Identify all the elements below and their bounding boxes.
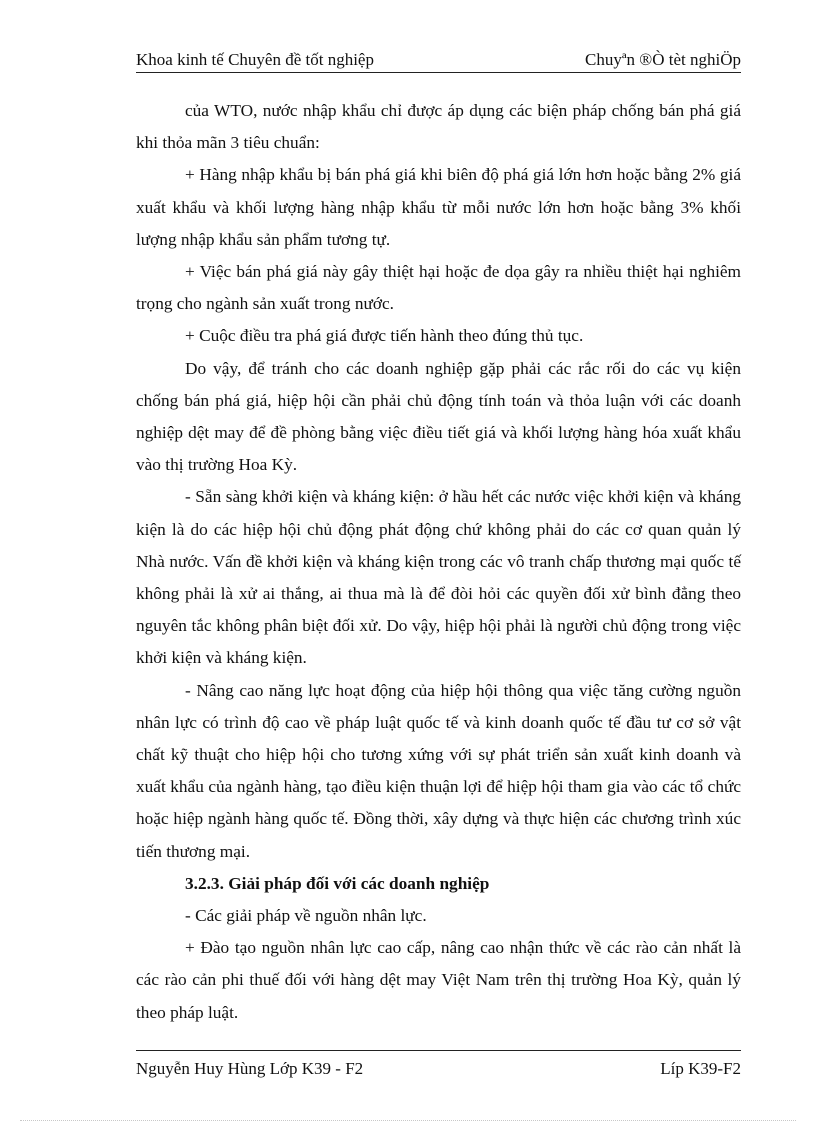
page-header bbox=[136, 50, 741, 73]
paragraph-training: + Đào tạo nguồn nhân lực cao cấp, nâng cao nhận thức về các rào cản nhất là các rào cản phi thuế đối với hàng dệt may Việt Nam trên thị trường Hoa Kỳ, quản lý theo pháp luật. bbox=[136, 938, 741, 1022]
paragraph-human-resources: - Các giải pháp về nguồn nhân lực. bbox=[185, 906, 427, 926]
page-footer bbox=[136, 1050, 741, 1078]
document-body bbox=[136, 95, 741, 1029]
footer-left-text: Nguyễn Huy Hùng Lớp K39 - F2 bbox=[136, 1059, 364, 1078]
paragraph-dumping-margin: + Hàng nhập khẩu bị bán phá giá khi biên độ phá giá lớn hơn hoặc bằng 2% giá xuất khẩu và khối lượng hàng nhập khẩu từ mỗi nước lớn hơn hoặc bằng 3% khối lượng nhập khẩu sản phẩm tương tự. bbox=[136, 165, 741, 249]
footer-right-text: Líp K39-F2 bbox=[660, 1059, 741, 1078]
header-right-text: Chuyªn ®Ò tèt nghiÖp bbox=[585, 50, 741, 69]
page-edge-divider bbox=[20, 1120, 796, 1121]
header-left-text: Khoa kinh tế Chuyên đề tốt nghiệp bbox=[136, 50, 374, 69]
paragraph-avoid-lawsuits: Do vậy, để tránh cho các doanh nghiệp gặp phải các rắc rối do các vụ kiện chống bán phá giá, hiệp hội cần phải chủ động tính toán và thỏa luận với các doanh nghiệp dệt may để đề phòng bằng việc điều tiết giá và khối lượng hàng hóa xuất khẩu vào thị trường Hoa Kỳ. bbox=[136, 358, 741, 475]
paragraph-investigation: + Cuộc điều tra phá giá được tiến hành theo đúng thủ tục. bbox=[185, 326, 584, 346]
paragraph-litigation-readiness: - Sẵn sàng khởi kiện và kháng kiện: ở hầu hết các nước việc khởi kiện và kháng kiện là do các hiệp hội chủ động phát động chứ không phải do các cơ quan quản lý Nhà nước. Vấn đề khởi kiện và kháng kiện trong các vô tranh chấp thương mại quốc tế không phải là xử ai thắng, ai thua mà là để đòi hỏi các quyền đối xử bình đẳng theo nguyên tắc không phân biệt đối xử. Do vậy, hiệp hội phải là người chủ động trong việc khởi kiện và kháng kiện. bbox=[136, 487, 741, 668]
paragraph-wto-criteria: của WTO, nước nhập khẩu chỉ được áp dụng các biện pháp chống bán phá giá khi thỏa mãn 3 tiêu chuẩn: bbox=[136, 101, 741, 153]
paragraph-damage: + Việc bán phá giá này gây thiệt hại hoặc đe dọa gây ra nhiều thiệt hại nghiêm trọng cho ngành sản xuất trong nước. bbox=[136, 262, 741, 314]
section-heading: 3.2.3. Giải pháp đối với các doanh nghiệp bbox=[185, 873, 490, 893]
paragraph-capacity-building: - Nâng cao năng lực hoạt động của hiệp hội thông qua việc tăng cường nguồn nhân lực có trình độ cao về pháp luật quốc tế và kinh doanh quốc tế đầu tư cơ sở vật chất kỹ thuật cho hiệp hội cho tương xứng với sự phát triển sản xuất kinh doanh và xuất khẩu của ngành hàng, tạo điều kiện thuận lợi để hiệp hội tham gia vào các tổ chức hoặc hiệp ngành hàng quốc tế. Đồng thời, xây dựng và thực hiện các chương trình xúc tiến thương mại. bbox=[136, 680, 741, 861]
